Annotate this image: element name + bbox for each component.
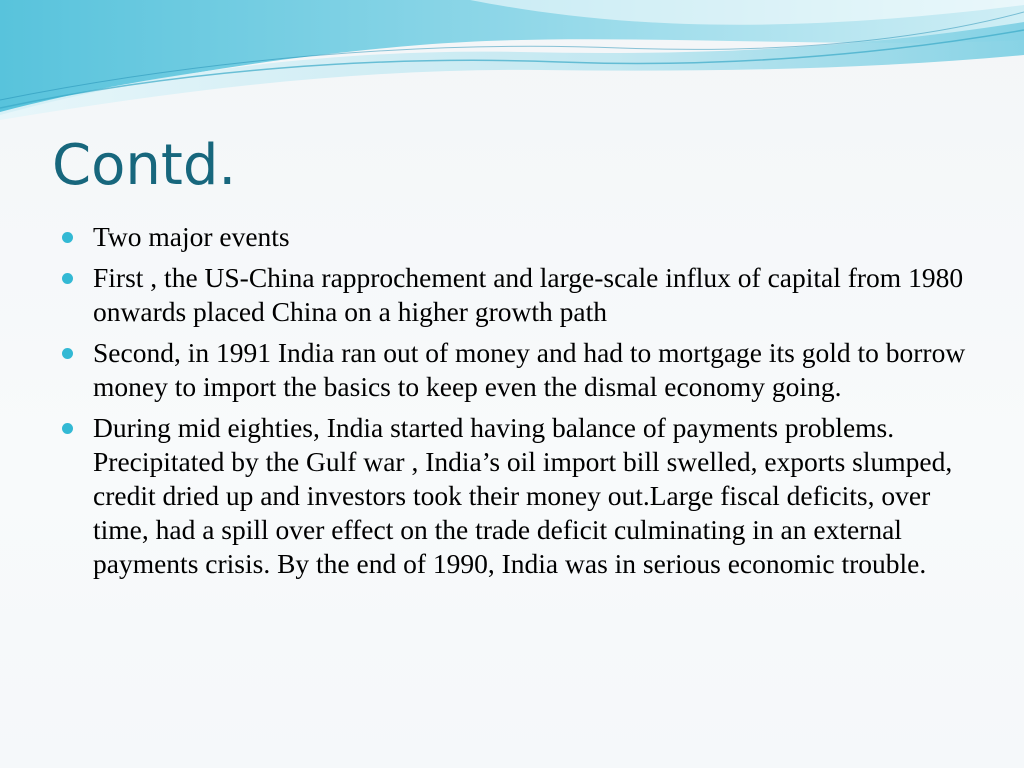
bullet-icon [62,348,73,359]
bullet-icon [62,273,73,284]
bullet-text: First , the US-China rapprochement and large-scale influx of capital from 1980 onwards placed China on a higher growth path [93,262,964,327]
bullet-item [60,336,980,404]
bullet-icon [62,232,73,243]
header-wave-decoration [0,0,1024,130]
bullet-icon [62,423,73,434]
bullet-item [60,261,980,329]
bullet-list [60,220,980,588]
bullet-text: Two major events [93,221,290,252]
bullet-text: During mid eighties, India started having balance of payments problems. Precipitated by the Gulf war , India’s oil import bill swelled, exports slumped, credit dried up and investors took their money out.Large fiscal deficits, over time, had a spill over effect on the trade deficit culminating in an external payments crisis. By the end of 1990, India was in serious economic trouble. [93,412,953,579]
bullet-text: Second, in 1991 India ran out of money and had to mortgage its gold to borrow money to import the basics to keep even the dismal economy going. [93,337,966,402]
bullet-item [60,220,980,254]
slide-title: Contd. [52,133,237,198]
bullet-item [60,411,980,581]
